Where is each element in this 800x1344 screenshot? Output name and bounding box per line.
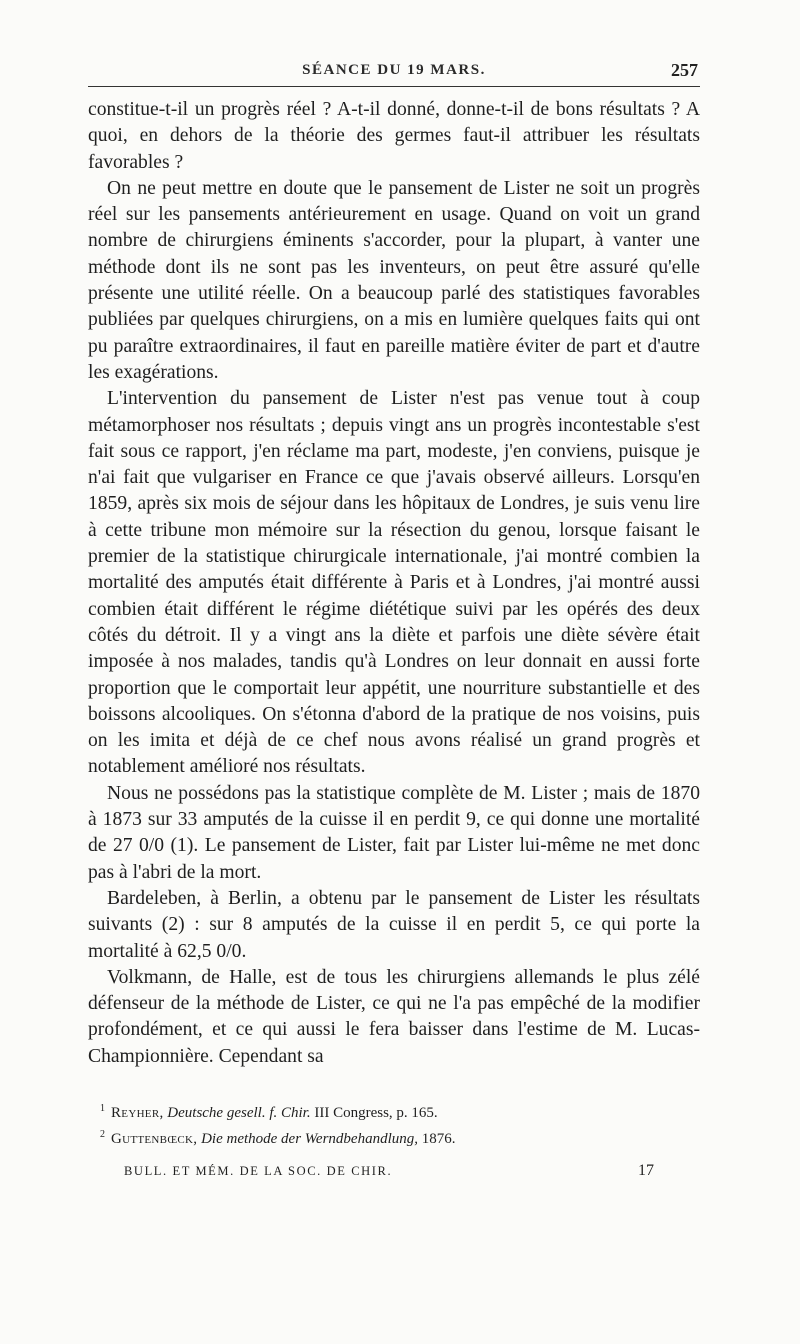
- running-title: SÉANCE DU 19 MARS.: [302, 62, 486, 78]
- paragraph-continuation: constitue-t-il un progrès réel ? A-t-il donné, donne-t-il de bons résultats ? A quoi, en dehors de la théorie des germes faut-il attribuer les résultats favorables ?: [88, 99, 700, 173]
- paragraph: L'intervention du pansement de Lister n'est pas venue tout à coup métamorphoser nos résultats ; depuis vingt ans un progrès incontestable s'est fait sous ce rapport, j'en réclame ma part, modeste, j'en conviens, puisque je n'ai fait que vulgariser en France ce que j'avais observé ailleurs. Lorsqu'en 1859, après six mois de séjour dans les hôpitaux de Londres, je suis venu lire à cette tribune mon mémoire sur la résection du genou, lorsque faisant le premier de la statistique chirurgicale internationale, j'ai montré combien la mortalité des amputés était différente à Paris et à Londres, j'ai montré aussi combien était différent le régime diététique suivi par les opérés des deux côtés du détroit. Il y a vingt ans la diète et parfois une diète sévère était imposée à nos malades, tandis qu'à Londres on leur donnait en aussi forte proportion que le comportait leur appétit, une nourriture substantielle et des boissons alcooliques. On s'étonna d'abord de la pratique de nos voisins, puis on les imita et déjà de ce chef nous avons réalisé un grand progrès et notablement amélioré nos résultats.: [88, 388, 700, 778]
- footnote: [88, 1098, 700, 1124]
- footnote-mark: 2: [100, 1128, 105, 1140]
- paragraph: Nous ne possédons pas la statistique complète de M. Lister ; mais de 1870 à 1873 sur 33 amputés de la cuisse il en perdit 9, ce qui donne une mortalité de 27 0/0 (1). Le pansement de Lister, fait par Lister lui-même ne met donc pas à l'abri de la mort.: [88, 782, 700, 883]
- running-head: [88, 60, 700, 87]
- paragraph: On ne peut mettre en doute que le pansement de Lister ne soit un progrès réel sur les pansements antérieurement en usage. Quand on voit un grand nombre de chirurgiens éminents s'accorder, pour la plupart, à vanter une méthode dont ils ne sont pas les inventeurs, on peut être assuré qu'elle présente une utilité réelle. On a beaucoup parlé des statistiques favorables publiées par quelques chirurgiens, on a mis en lumière quelques faits qui ont pu paraître extraordinaires, il faut en pareille matière éviter de part et d'autre les exagérations.: [88, 177, 700, 383]
- page-number: 257: [671, 60, 698, 80]
- footnote: [88, 1124, 700, 1150]
- footnotes: [88, 1098, 700, 1150]
- paragraph: Volkmann, de Halle, est de tous les chirurgiens allemands le plus zélé défenseur de la méthode de Lister, ce qui ne l'a pas empêché de la modifier profondément, et ce qui aussi le fera baisser dans l'estime de M. Lucas-Championnière. Cependant sa: [88, 966, 700, 1067]
- paragraph: Bardeleben, à Berlin, a obtenu par le pansement de Lister les résultats suivants (2) : sur 8 amputés de la cuisse il en perdit 5, ce qui porte la mortalité à 62,5 0/0.: [88, 887, 700, 962]
- book-page: [88, 60, 700, 1184]
- footnote-author: Reyher,: [111, 1104, 164, 1121]
- signature-journal: BULL. ET MÉM. DE LA SOC. DE CHIR.: [124, 1163, 393, 1178]
- footnote-title: Deutsche gesell. f. Chir.: [167, 1104, 311, 1121]
- footnote-author: Guttenbœck,: [111, 1130, 198, 1147]
- body-text: [88, 97, 700, 1070]
- footnote-detail: III Congress, p. 165.: [314, 1104, 438, 1121]
- footnote-detail: 1876.: [421, 1130, 456, 1147]
- signature-number: 17: [638, 1161, 654, 1179]
- footnote-mark: 1: [100, 1102, 105, 1114]
- printer-signature: [88, 1161, 700, 1184]
- footnote-title: Die methode der Werndbehandlung,: [201, 1130, 418, 1147]
